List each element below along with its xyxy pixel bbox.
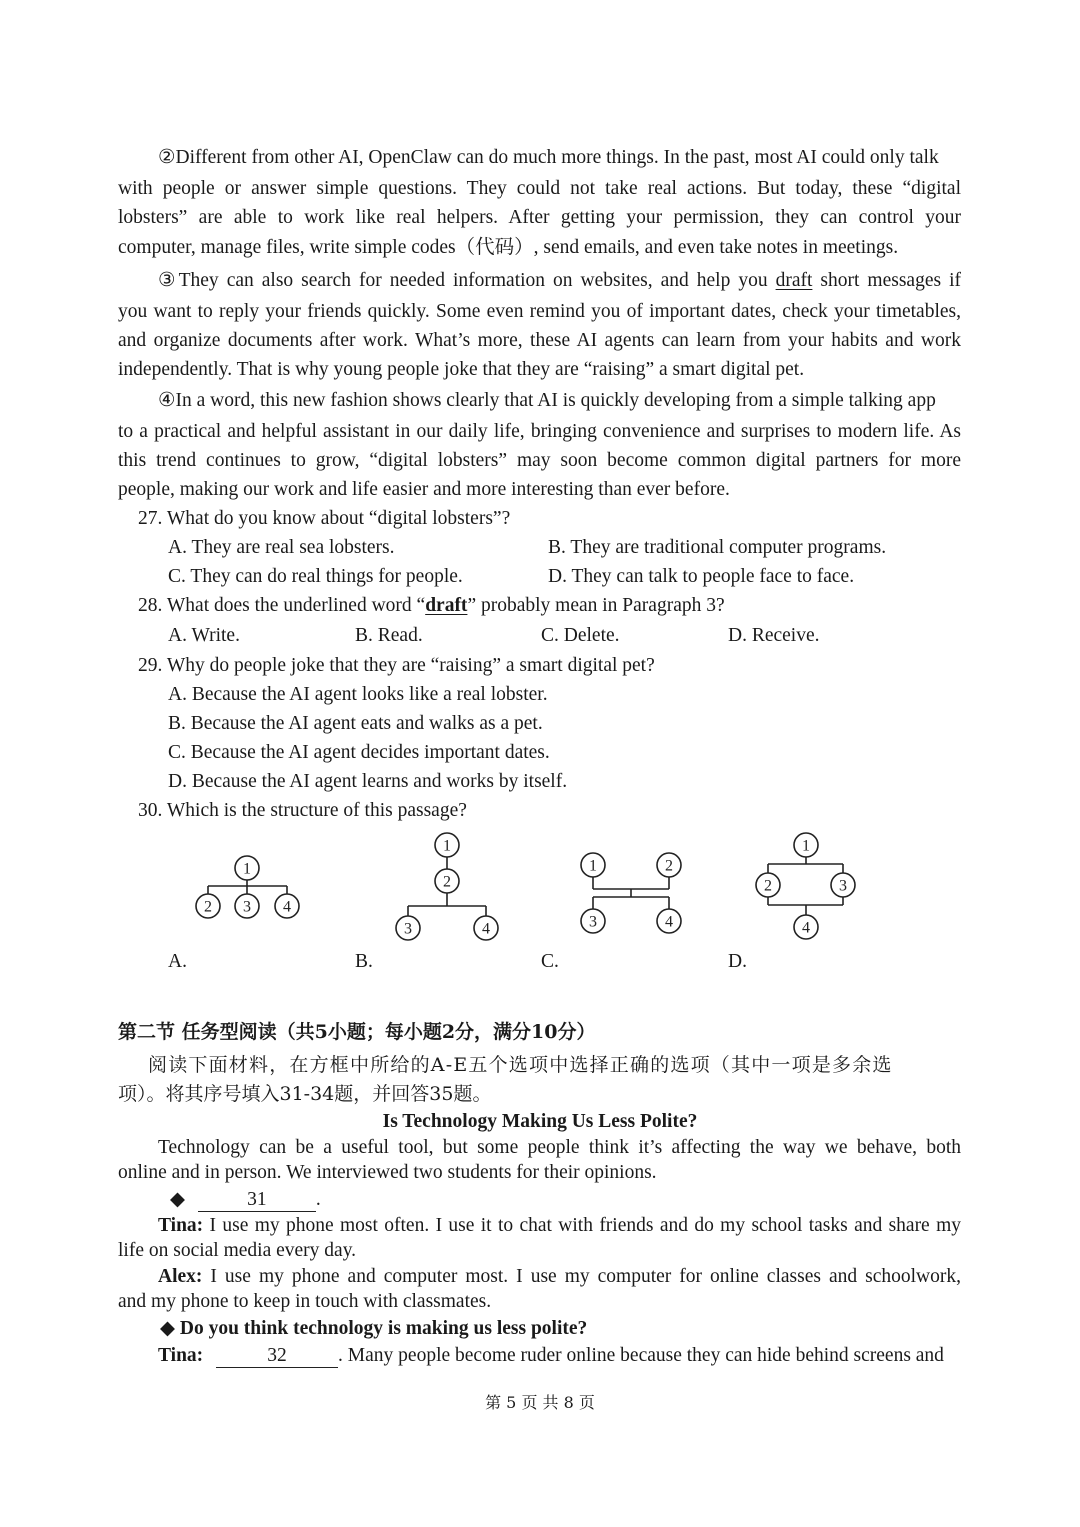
question-31-line xyxy=(170,1186,321,1213)
tina-answer-2-text: . Many people become ruder online because they can hide behind screens and xyxy=(338,1345,944,1366)
q29-option-d: D. Because the AI agent learns and works by itself. xyxy=(168,771,568,792)
speaker-tina-2: Tina: xyxy=(158,1345,204,1366)
q28-stem xyxy=(138,592,725,619)
diagram-d-node-4-label: 4 xyxy=(802,919,810,937)
diagram-b-node-4-label: 4 xyxy=(482,920,490,938)
article-title: Is Technology Making Us Less Polite? xyxy=(382,1111,698,1132)
q28-option-b: B. Read. xyxy=(355,625,423,646)
q30-stem: 30. Which is the structure of this passage? xyxy=(138,800,467,821)
section2-instruction-1: 阅读下面材料，在方框中所给的A-E五个选项中选择正确的选项（其中一项是多余选 xyxy=(148,1054,893,1076)
bullet-diamond-icon: ◆ xyxy=(170,1189,185,1210)
diagram-a-node-1-label: 1 xyxy=(243,860,251,878)
speaker-alex: Alex: xyxy=(158,1266,203,1287)
q28-option-c: C. Delete. xyxy=(541,625,620,646)
diagram-c-node-2-label: 2 xyxy=(665,857,673,875)
q28-option-a: A. Write. xyxy=(168,625,240,646)
diagram-d-node-2-label: 2 xyxy=(764,877,772,895)
page-footer: 第 5 页 共 8 页 xyxy=(485,1393,595,1412)
q28-stem-word: draft xyxy=(425,595,468,616)
tina-answer-2-line xyxy=(158,1342,961,1369)
q30-label-d: D. xyxy=(728,951,747,972)
q29-option-b: B. Because the AI agent eats and walks as a pet. xyxy=(168,713,543,734)
diagram-c-node-1-label: 1 xyxy=(589,857,597,875)
passage-p4-line-2: to a practical and helpful assistant in our daily life, bringing convenience and surprises to modern life. As xyxy=(118,421,961,442)
q29-option-c: C. Because the AI agent decides important dates. xyxy=(168,742,550,763)
blank-32[interactable]: 32 xyxy=(216,1345,338,1368)
diagram-d-node-3-label: 3 xyxy=(839,877,847,895)
passage-p3-line-2: you want to reply your friends quickly. Some even remind you of important dates, check your timetables, xyxy=(118,301,961,322)
q29-stem: 29. Why do people joke that they are “raising” a smart digital pet? xyxy=(138,655,655,676)
diagram-b-node-2-label: 2 xyxy=(443,873,451,891)
passage-p3-text-b: short messages if xyxy=(812,270,961,291)
passage-p4-line-1: ④In a word, this new fashion shows clearly that AI is quickly developing from a simple talking app xyxy=(158,390,936,411)
diagram-c-node-4-label: 4 xyxy=(665,913,673,931)
tina-answer-1-text: I use my phone most often. I use it to chat with friends and do my school tasks and share my xyxy=(203,1215,961,1236)
diagram-a-node-4-label: 4 xyxy=(283,898,291,916)
diagram-a-node-2-label: 2 xyxy=(204,898,212,916)
q27-option-b: B. They are traditional computer programs. xyxy=(548,537,887,558)
alex-answer-1-line-2: and my phone to keep in touch with classmates. xyxy=(118,1291,492,1312)
passage-p2-line-2: with people or answer simple questions. They could not take real actions. But today, these “digital xyxy=(118,178,961,199)
diagram-d-node-1-label: 1 xyxy=(802,837,810,855)
q30-label-c: C. xyxy=(541,951,559,972)
blank-31[interactable]: 31 xyxy=(198,1189,316,1212)
diagram-b-node-3-label: 3 xyxy=(404,920,412,938)
passage-p2-line-1: ②Different from other AI, OpenClaw can do much more things. In the past, most AI could only talk xyxy=(158,147,939,168)
alex-answer-1-text: I use my phone and computer most. I use my computer for online classes and schoolwork, xyxy=(202,1266,961,1287)
article-intro-line-2: online and in person. We interviewed two students for their opinions. xyxy=(118,1162,657,1183)
underlined-word-draft: draft xyxy=(775,270,813,291)
passage-p2-line-3: lobsters” are able to work like real helpers. After getting your permission, they can control your xyxy=(118,207,961,228)
diagram-a-node-3-label: 3 xyxy=(243,898,251,916)
q30-label-b: B. xyxy=(355,951,373,972)
passage-p4-line-4: people, making our work and life easier and more interesting than ever before. xyxy=(118,479,730,500)
question-polite: ◆ Do you think technology is making us less polite? xyxy=(160,1318,588,1339)
alex-answer-1-line-1 xyxy=(158,1263,961,1290)
tina-answer-1-line-2: life on social media every day. xyxy=(118,1240,357,1261)
section2-heading: 第二节 任务型阅读（共5小题；每小题2分，满分10分） xyxy=(118,1021,596,1043)
q27-stem: 27. What do you know about “digital lobsters”? xyxy=(138,508,511,529)
passage-p2-line-4: computer, manage files, write simple codes（代码）, send emails, and even take notes in meetings. xyxy=(118,237,899,258)
passage-p3-line-1 xyxy=(158,267,961,294)
section2-instruction-2: 项）。将其序号填入31-34题，并回答35题。 xyxy=(118,1083,492,1105)
q30-label-a: A. xyxy=(168,951,187,972)
q27-option-c: C. They can do real things for people. xyxy=(168,566,463,587)
speaker-tina: Tina: xyxy=(158,1215,204,1236)
blank-31-period: . xyxy=(315,1189,321,1210)
diagram-c-node-3-label: 3 xyxy=(589,913,597,931)
article-intro-line-1: Technology can be a useful tool, but some people think it’s affecting the way we behave, both xyxy=(158,1137,961,1158)
q28-option-d: D. Receive. xyxy=(728,625,820,646)
diagram-b-node-1-label: 1 xyxy=(443,837,451,855)
q27-option-d: D. They can talk to people face to face. xyxy=(548,566,855,587)
q30-structure-diagrams xyxy=(0,825,1080,975)
passage-p3-line-4: independently. That is why young people joke that they are “raising” a smart digital pet. xyxy=(118,359,805,380)
passage-p3-text-a: ③They can also search for needed information on websites, and help you xyxy=(158,270,776,291)
tina-answer-1-line-1 xyxy=(158,1212,961,1239)
q28-stem-a: 28. What does the underlined word “ xyxy=(138,595,426,616)
q28-stem-b: ” probably mean in Paragraph 3? xyxy=(467,595,725,616)
q29-option-a: A. Because the AI agent looks like a real lobster. xyxy=(168,684,548,705)
q27-option-a: A. They are real sea lobsters. xyxy=(168,537,395,558)
passage-p3-line-3: and organize documents after work. What’s more, these AI agents can learn from your habits and work xyxy=(118,330,961,351)
passage-p4-line-3: this trend continues to grow, “digital lobsters” may soon become common digital partners for more xyxy=(118,450,961,471)
